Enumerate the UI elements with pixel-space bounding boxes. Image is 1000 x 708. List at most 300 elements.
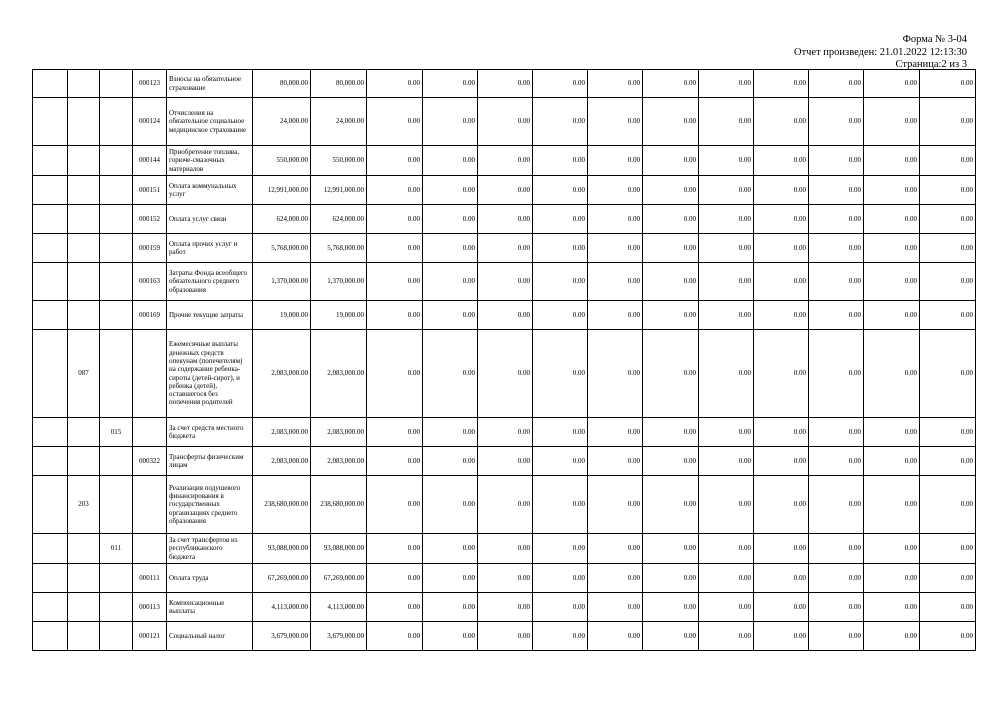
- amount-cell: 0.00: [920, 70, 976, 98]
- amount-cell: 0.00: [367, 418, 423, 447]
- amount-cell: 0.00: [533, 234, 588, 263]
- amount-cell: 0.00: [809, 418, 864, 447]
- table-row: [33, 301, 976, 330]
- amount-cell: 0.00: [367, 263, 423, 301]
- code-cell-c3: [100, 564, 133, 593]
- amount-cell: 0.00: [643, 146, 699, 176]
- table-row: [33, 418, 976, 447]
- amount-cell: 0.00: [699, 534, 754, 564]
- amount-cell: 0.00: [533, 476, 588, 534]
- code-cell-c4: 000124: [133, 98, 167, 146]
- amount-cell: 0.00: [478, 176, 533, 205]
- amount-cell: 0.00: [699, 234, 754, 263]
- amount-cell: 0.00: [643, 263, 699, 301]
- amount-cell: 67,269,000.00: [311, 564, 367, 593]
- amount-cell: 0.00: [864, 447, 920, 476]
- amount-cell: 0.00: [754, 534, 809, 564]
- amount-cell: 0.00: [423, 146, 478, 176]
- amount-cell: 0.00: [367, 176, 423, 205]
- amount-cell: 0.00: [920, 146, 976, 176]
- code-cell-c2: [68, 564, 100, 593]
- amount-cell: 0.00: [588, 234, 643, 263]
- amount-cell: 238,680,000.00: [253, 476, 311, 534]
- amount-cell: 238,680,000.00: [311, 476, 367, 534]
- amount-cell: 0.00: [754, 205, 809, 234]
- amount-cell: 0.00: [754, 447, 809, 476]
- code-cell-c3: [100, 234, 133, 263]
- amount-cell: 0.00: [367, 593, 423, 622]
- form-number: Форма № 3-04: [902, 34, 967, 45]
- code-cell-c1: [33, 301, 68, 330]
- amount-cell: 0.00: [864, 418, 920, 447]
- amount-cell: 0.00: [864, 330, 920, 418]
- amount-cell: 0.00: [423, 418, 478, 447]
- amount-cell: 0.00: [809, 176, 864, 205]
- code-cell-c2: [68, 205, 100, 234]
- amount-cell: 0.00: [920, 593, 976, 622]
- code-cell-c2: [68, 418, 100, 447]
- code-cell-c2: [68, 234, 100, 263]
- amount-cell: 0.00: [920, 98, 976, 146]
- amount-cell: 0.00: [699, 447, 754, 476]
- amount-cell: 0.00: [367, 534, 423, 564]
- amount-cell: 3,679,000.00: [311, 622, 367, 651]
- amount-cell: 4,113,000.00: [311, 593, 367, 622]
- amount-cell: 0.00: [920, 176, 976, 205]
- amount-cell: 2,083,000.00: [311, 447, 367, 476]
- amount-cell: 4,113,000.00: [253, 593, 311, 622]
- table-row: [33, 263, 976, 301]
- table-row: [33, 205, 976, 234]
- table-row: [33, 593, 976, 622]
- amount-cell: 19,000.00: [253, 301, 311, 330]
- amount-cell: 0.00: [478, 146, 533, 176]
- item-name-cell: Отчисления на обязательное социальное медицинское страхование: [167, 98, 253, 146]
- item-name-cell: Социальный налог: [167, 622, 253, 651]
- amount-cell: 0.00: [588, 98, 643, 146]
- item-name-cell: За счет средств местного бюджета: [167, 418, 253, 447]
- amount-cell: 0.00: [920, 447, 976, 476]
- amount-cell: 0.00: [809, 98, 864, 146]
- code-cell-c4: 000111: [133, 564, 167, 593]
- amount-cell: 80,000.00: [253, 70, 311, 98]
- amount-cell: 0.00: [533, 447, 588, 476]
- amount-cell: 0.00: [809, 301, 864, 330]
- amount-cell: 0.00: [367, 234, 423, 263]
- amount-cell: 0.00: [478, 301, 533, 330]
- table-row: [33, 98, 976, 146]
- amount-cell: 550,000.00: [311, 146, 367, 176]
- amount-cell: 0.00: [478, 234, 533, 263]
- amount-cell: 550,000.00: [253, 146, 311, 176]
- budget-report-table: [32, 69, 976, 651]
- code-cell-c3: [100, 622, 133, 651]
- amount-cell: 0.00: [754, 622, 809, 651]
- amount-cell: 12,991,000.00: [311, 176, 367, 205]
- amount-cell: 0.00: [809, 534, 864, 564]
- amount-cell: 0.00: [699, 301, 754, 330]
- amount-cell: 0.00: [699, 593, 754, 622]
- amount-cell: 0.00: [423, 263, 478, 301]
- amount-cell: 0.00: [588, 205, 643, 234]
- amount-cell: 0.00: [478, 564, 533, 593]
- code-cell-c1: [33, 146, 68, 176]
- amount-cell: 0.00: [699, 263, 754, 301]
- code-cell-c4: 000163: [133, 263, 167, 301]
- code-cell-c2: [68, 70, 100, 98]
- amount-cell: 0.00: [920, 330, 976, 418]
- amount-cell: 0.00: [423, 330, 478, 418]
- amount-cell: 0.00: [699, 176, 754, 205]
- amount-cell: 0.00: [478, 98, 533, 146]
- amount-cell: 0.00: [699, 564, 754, 593]
- code-cell-c4: 000144: [133, 146, 167, 176]
- amount-cell: 0.00: [643, 534, 699, 564]
- amount-cell: 0.00: [423, 301, 478, 330]
- amount-cell: 0.00: [367, 205, 423, 234]
- amount-cell: 0.00: [699, 476, 754, 534]
- table-row: [33, 476, 976, 534]
- amount-cell: 0.00: [809, 70, 864, 98]
- report-header: [794, 34, 967, 72]
- code-cell-c3: [100, 146, 133, 176]
- code-cell-c1: [33, 234, 68, 263]
- amount-cell: 0.00: [533, 593, 588, 622]
- code-cell-c3: [100, 176, 133, 205]
- code-cell-c3: [100, 263, 133, 301]
- code-cell-c2: [68, 146, 100, 176]
- amount-cell: 0.00: [754, 330, 809, 418]
- code-cell-c1: [33, 176, 68, 205]
- amount-cell: 0.00: [533, 534, 588, 564]
- table-row: [33, 146, 976, 176]
- amount-cell: 0.00: [533, 622, 588, 651]
- amount-cell: 0.00: [920, 564, 976, 593]
- amount-cell: 624,000.00: [253, 205, 311, 234]
- code-cell-c2: [68, 98, 100, 146]
- table-row: [33, 622, 976, 651]
- amount-cell: 0.00: [367, 330, 423, 418]
- amount-cell: 0.00: [588, 176, 643, 205]
- amount-cell: 0.00: [864, 205, 920, 234]
- table-row: [33, 447, 976, 476]
- amount-cell: 0.00: [478, 622, 533, 651]
- item-name-cell: Оплата прочих услуг и работ: [167, 234, 253, 263]
- amount-cell: 0.00: [864, 534, 920, 564]
- code-cell-c1: [33, 205, 68, 234]
- amount-cell: 0.00: [864, 564, 920, 593]
- code-cell-c3: [100, 447, 133, 476]
- code-cell-c2: 203: [68, 476, 100, 534]
- table-row: [33, 330, 976, 418]
- code-cell-c3: [100, 205, 133, 234]
- amount-cell: 0.00: [809, 564, 864, 593]
- code-cell-c4: 000113: [133, 593, 167, 622]
- amount-cell: 0.00: [754, 146, 809, 176]
- amount-cell: 0.00: [367, 622, 423, 651]
- amount-cell: 0.00: [643, 70, 699, 98]
- amount-cell: 0.00: [920, 301, 976, 330]
- amount-cell: 0.00: [864, 176, 920, 205]
- code-cell-c2: [68, 301, 100, 330]
- code-cell-c4: [133, 476, 167, 534]
- code-cell-c1: [33, 330, 68, 418]
- amount-cell: 0.00: [754, 476, 809, 534]
- amount-cell: 0.00: [809, 330, 864, 418]
- amount-cell: 93,088,000.00: [311, 534, 367, 564]
- code-cell-c3: [100, 476, 133, 534]
- amount-cell: 0.00: [478, 263, 533, 301]
- amount-cell: 0.00: [533, 70, 588, 98]
- amount-cell: 0.00: [699, 622, 754, 651]
- code-cell-c3: [100, 301, 133, 330]
- code-cell-c1: [33, 476, 68, 534]
- amount-cell: 0.00: [643, 176, 699, 205]
- amount-cell: 0.00: [699, 330, 754, 418]
- amount-cell: 0.00: [423, 234, 478, 263]
- amount-cell: 0.00: [864, 301, 920, 330]
- amount-cell: 0.00: [533, 301, 588, 330]
- amount-cell: 0.00: [588, 476, 643, 534]
- amount-cell: 0.00: [533, 176, 588, 205]
- amount-cell: 0.00: [699, 418, 754, 447]
- amount-cell: 0.00: [920, 205, 976, 234]
- code-cell-c1: [33, 447, 68, 476]
- code-cell-c3: [100, 330, 133, 418]
- amount-cell: 0.00: [533, 205, 588, 234]
- amount-cell: 0.00: [588, 534, 643, 564]
- table-row: [33, 234, 976, 263]
- table-row: [33, 564, 976, 593]
- amount-cell: 2,083,000.00: [311, 330, 367, 418]
- amount-cell: 0.00: [643, 564, 699, 593]
- table-row: [33, 534, 976, 564]
- generated-timestamp: Отчет произведен: 21.01.2022 12:13:30: [793, 46, 967, 58]
- amount-cell: 0.00: [588, 330, 643, 418]
- amount-cell: 0.00: [920, 234, 976, 263]
- amount-cell: 0.00: [754, 593, 809, 622]
- code-cell-c4: 000151: [133, 176, 167, 205]
- code-cell-c1: [33, 263, 68, 301]
- amount-cell: 0.00: [478, 418, 533, 447]
- amount-cell: 0.00: [809, 447, 864, 476]
- code-cell-c2: [68, 176, 100, 205]
- code-cell-c4: [133, 418, 167, 447]
- item-name-cell: За счет трансфертов из республиканского бюджета: [167, 534, 253, 564]
- amount-cell: 0.00: [588, 622, 643, 651]
- amount-cell: 12,991,000.00: [253, 176, 311, 205]
- amount-cell: 0.00: [478, 476, 533, 534]
- item-name-cell: Взносы на обязательное страхование: [167, 70, 253, 98]
- amount-cell: 0.00: [643, 622, 699, 651]
- code-cell-c4: [133, 534, 167, 564]
- amount-cell: 0.00: [533, 98, 588, 146]
- code-cell-c1: [33, 593, 68, 622]
- amount-cell: 0.00: [699, 146, 754, 176]
- amount-cell: 0.00: [423, 205, 478, 234]
- amount-cell: 0.00: [643, 418, 699, 447]
- code-cell-c2: 087: [68, 330, 100, 418]
- amount-cell: 2,083,000.00: [253, 418, 311, 447]
- amount-cell: 0.00: [699, 98, 754, 146]
- amount-cell: 5,768,000.00: [311, 234, 367, 263]
- code-cell-c1: [33, 564, 68, 593]
- item-name-cell: Приобретение топлива, горюче-смазочных материалов: [167, 146, 253, 176]
- amount-cell: 0.00: [754, 564, 809, 593]
- amount-cell: 0.00: [809, 234, 864, 263]
- code-cell-c3: [100, 98, 133, 146]
- code-cell-c4: 000159: [133, 234, 167, 263]
- amount-cell: 2,083,000.00: [311, 418, 367, 447]
- amount-cell: 0.00: [643, 330, 699, 418]
- amount-cell: 0.00: [920, 622, 976, 651]
- amount-cell: 0.00: [367, 447, 423, 476]
- amount-cell: 0.00: [423, 593, 478, 622]
- amount-cell: 0.00: [588, 70, 643, 98]
- code-cell-c1: [33, 534, 68, 564]
- amount-cell: 0.00: [754, 234, 809, 263]
- amount-cell: 1,370,000.00: [253, 263, 311, 301]
- amount-cell: 0.00: [478, 593, 533, 622]
- amount-cell: 0.00: [478, 534, 533, 564]
- amount-cell: 0.00: [643, 476, 699, 534]
- amount-cell: 0.00: [754, 176, 809, 205]
- amount-cell: 0.00: [533, 263, 588, 301]
- amount-cell: 0.00: [809, 593, 864, 622]
- item-name-cell: Трансферты физическим лицам: [167, 447, 253, 476]
- table-row: [33, 176, 976, 205]
- amount-cell: 0.00: [588, 593, 643, 622]
- amount-cell: 80,000.00: [311, 70, 367, 98]
- code-cell-c2: [68, 622, 100, 651]
- amount-cell: 0.00: [699, 205, 754, 234]
- item-name-cell: Оплата труда: [167, 564, 253, 593]
- amount-cell: 0.00: [809, 146, 864, 176]
- amount-cell: 93,088,000.00: [253, 534, 311, 564]
- amount-cell: 0.00: [423, 98, 478, 146]
- table-row: [33, 70, 976, 98]
- amount-cell: 0.00: [643, 301, 699, 330]
- amount-cell: 24,000.00: [253, 98, 311, 146]
- amount-cell: 0.00: [754, 418, 809, 447]
- amount-cell: 0.00: [754, 98, 809, 146]
- amount-cell: 0.00: [809, 205, 864, 234]
- amount-cell: 0.00: [920, 263, 976, 301]
- amount-cell: 0.00: [920, 476, 976, 534]
- amount-cell: 0.00: [423, 176, 478, 205]
- code-cell-c3: [100, 593, 133, 622]
- code-cell-c1: [33, 70, 68, 98]
- code-cell-c4: 000152: [133, 205, 167, 234]
- amount-cell: 2,083,000.00: [253, 330, 311, 418]
- amount-cell: 0.00: [478, 330, 533, 418]
- amount-cell: 0.00: [864, 146, 920, 176]
- code-cell-c3: [100, 70, 133, 98]
- amount-cell: 0.00: [423, 564, 478, 593]
- amount-cell: 0.00: [588, 564, 643, 593]
- amount-cell: 0.00: [423, 534, 478, 564]
- amount-cell: 0.00: [864, 70, 920, 98]
- amount-cell: 5,768,000.00: [253, 234, 311, 263]
- amount-cell: 0.00: [643, 98, 699, 146]
- amount-cell: 0.00: [754, 70, 809, 98]
- code-cell-c2: [68, 534, 100, 564]
- amount-cell: 0.00: [367, 98, 423, 146]
- amount-cell: 0.00: [588, 263, 643, 301]
- amount-cell: 0.00: [643, 205, 699, 234]
- page-indicator: Страница:2 из 3: [895, 59, 967, 70]
- amount-cell: 19,000.00: [311, 301, 367, 330]
- amount-cell: 0.00: [423, 622, 478, 651]
- amount-cell: 0.00: [588, 418, 643, 447]
- code-cell-c3: 011: [100, 534, 133, 564]
- amount-cell: 0.00: [533, 330, 588, 418]
- amount-cell: 0.00: [478, 447, 533, 476]
- amount-cell: 0.00: [864, 593, 920, 622]
- amount-cell: 0.00: [754, 263, 809, 301]
- amount-cell: 0.00: [367, 564, 423, 593]
- amount-cell: 0.00: [367, 70, 423, 98]
- code-cell-c4: 000322: [133, 447, 167, 476]
- code-cell-c4: 000169: [133, 301, 167, 330]
- amount-cell: 0.00: [478, 205, 533, 234]
- amount-cell: 0.00: [864, 476, 920, 534]
- amount-cell: 0.00: [533, 418, 588, 447]
- amount-cell: 0.00: [864, 98, 920, 146]
- amount-cell: 1,370,000.00: [311, 263, 367, 301]
- amount-cell: 0.00: [423, 476, 478, 534]
- amount-cell: 24,000.00: [311, 98, 367, 146]
- code-cell-c4: 000121: [133, 622, 167, 651]
- code-cell-c4: 000123: [133, 70, 167, 98]
- item-name-cell: Затраты Фонда всеобщего обязательного среднего образования: [167, 263, 253, 301]
- code-cell-c2: [68, 447, 100, 476]
- code-cell-c1: [33, 622, 68, 651]
- amount-cell: 0.00: [699, 70, 754, 98]
- amount-cell: 3,679,000.00: [253, 622, 311, 651]
- item-name-cell: Реализация подушевого финансирования в государственных организациях среднего образования: [167, 476, 253, 534]
- amount-cell: 0.00: [864, 263, 920, 301]
- amount-cell: 0.00: [588, 447, 643, 476]
- amount-cell: 0.00: [809, 263, 864, 301]
- amount-cell: 0.00: [920, 418, 976, 447]
- amount-cell: 624,000.00: [311, 205, 367, 234]
- amount-cell: 0.00: [367, 476, 423, 534]
- amount-cell: 0.00: [588, 146, 643, 176]
- item-name-cell: Компенсационные выплаты: [167, 593, 253, 622]
- code-cell-c3: 015: [100, 418, 133, 447]
- item-name-cell: Ежемесячные выплаты денежных средств опекунам (попечителям) на содержание ребенка-сироты (детей-сирот), и ребенка (детей), оставшегося без попечения родителей: [167, 330, 253, 418]
- amount-cell: 0.00: [643, 447, 699, 476]
- item-name-cell: Оплата коммунальных услуг: [167, 176, 253, 205]
- amount-cell: 0.00: [588, 301, 643, 330]
- amount-cell: 0.00: [809, 622, 864, 651]
- amount-cell: 0.00: [920, 534, 976, 564]
- amount-cell: 0.00: [367, 301, 423, 330]
- amount-cell: 0.00: [533, 564, 588, 593]
- amount-cell: 0.00: [367, 146, 423, 176]
- amount-cell: 0.00: [643, 234, 699, 263]
- code-cell-c4: [133, 330, 167, 418]
- amount-cell: 67,269,000.00: [253, 564, 311, 593]
- amount-cell: 0.00: [423, 70, 478, 98]
- amount-cell: 0.00: [643, 593, 699, 622]
- code-cell-c1: [33, 98, 68, 146]
- item-name-cell: Прочие текущие затраты: [167, 301, 253, 330]
- code-cell-c1: [33, 418, 68, 447]
- code-cell-c2: [68, 593, 100, 622]
- amount-cell: 0.00: [533, 146, 588, 176]
